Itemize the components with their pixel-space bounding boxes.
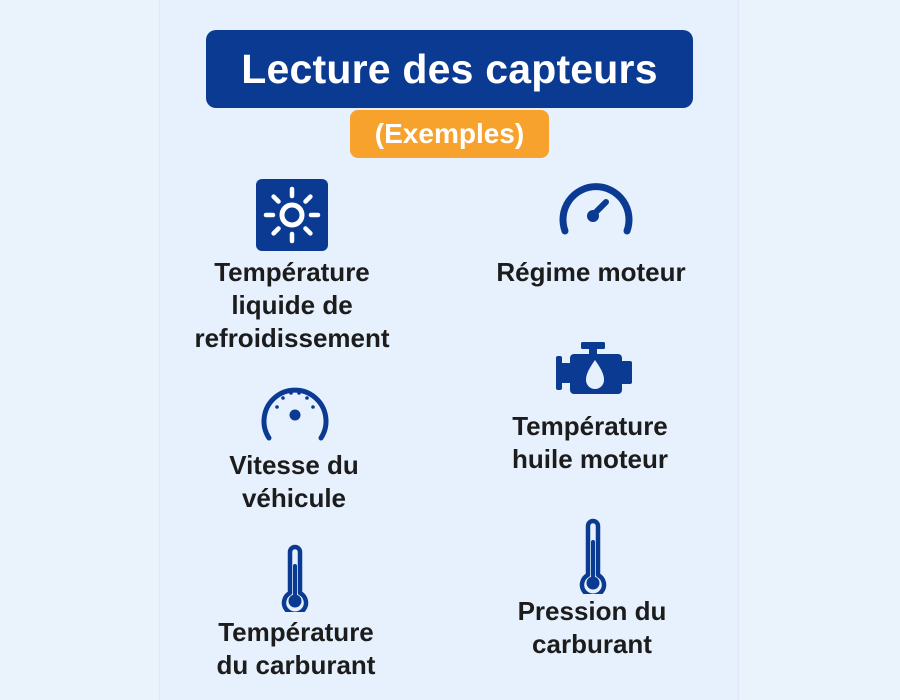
thermometer-icon [577,518,609,594]
sensor-label-fuel-pressure: Pression du carburant [517,596,667,659]
page-title: Lecture des capteurs [206,30,693,108]
thermometer-icon [279,544,311,612]
engine-oil-icon [555,340,633,398]
speedometer-icon [258,380,332,444]
sensor-label-coolant-temperature: Température liquide de refroidissement [194,257,390,353]
sensor-label-engine-rpm: Régime moteur [496,257,686,287]
sensor-label-vehicle-speed: Vitesse du véhicule [229,450,359,513]
subtitle-badge: (Exemples) [350,110,549,158]
sun-temperature-icon [256,179,328,251]
sensor-label-fuel-temperature: Température du carburant [216,617,376,680]
sensor-label-oil-temperature: Température huile moteur [511,411,668,474]
tachometer-icon [556,176,636,238]
